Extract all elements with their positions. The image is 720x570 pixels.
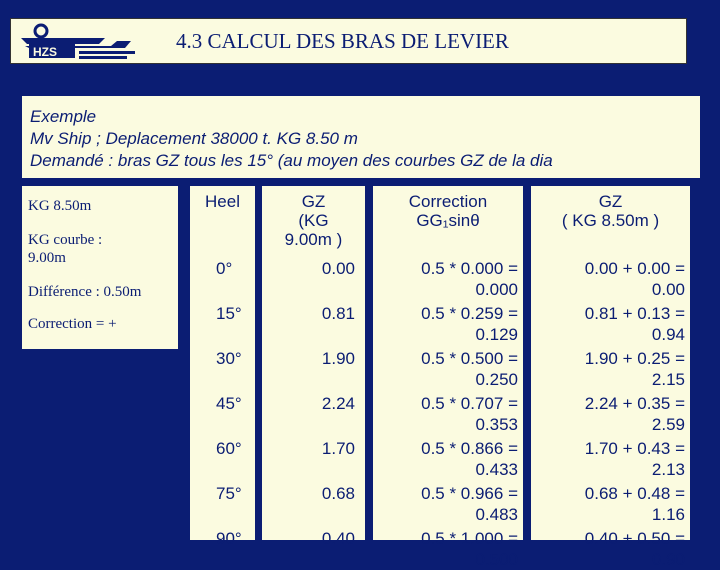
cell-corr_a: 0.5 * 0.866 = <box>421 439 518 458</box>
cell-corr_a: 0.5 * 0.707 = <box>421 394 518 413</box>
cell-gz: 1.70 <box>321 439 355 458</box>
cell-heel: 30° <box>216 349 242 368</box>
cell-heel: 75° <box>216 484 242 503</box>
cell-corr_b: 0.129 <box>475 325 518 344</box>
cell-res_a: 2.24 + 0.35 = <box>584 394 685 413</box>
header-gz-kg850-line-1: GZ <box>598 192 623 211</box>
cell-gz: 0.68 <box>321 484 355 503</box>
cell-corr_b: 0.433 <box>475 460 518 479</box>
cell-heel: 15° <box>216 304 242 323</box>
info-kg-courbe-label: KG courbe : <box>28 232 103 248</box>
cell-res_b: 2.15 <box>651 370 685 389</box>
cell-gz: 0.40 <box>321 529 355 548</box>
info-correction: Correction = + <box>28 316 117 332</box>
cell-heel: 60° <box>216 439 242 458</box>
cell-res_b: 1.16 <box>651 505 685 524</box>
cell-gz: 1.90 <box>321 349 355 368</box>
cell-corr_a: 0.5 * 0.966 = <box>421 484 518 503</box>
cell-corr_b: 0.353 <box>475 415 518 434</box>
example-line-3: Demandé : bras GZ tous les 15° (au moyen des courbes GZ de la dia <box>30 151 553 170</box>
gz-table <box>190 186 690 569</box>
hzs-logo <box>19 22 139 60</box>
header-correction <box>373 192 523 230</box>
info-kg: KG 8.50m <box>28 198 92 214</box>
example-line-1: Exemple <box>30 107 97 126</box>
example-box <box>22 96 700 178</box>
cell-res_b: 2.13 <box>651 460 685 479</box>
header-gz-line-3: 9.00m ) <box>284 230 343 249</box>
cell-corr_b: 0.500 <box>475 550 518 569</box>
page-title: 4.3 CALCUL DES BRAS DE LEVIER <box>176 29 509 53</box>
cell-res_b: 2.59 <box>651 415 685 434</box>
cell-res_b: 0.00 <box>651 280 685 299</box>
cell-res_a: 1.90 + 0.25 = <box>584 349 685 368</box>
cell-res_b: 0.90 <box>651 550 685 569</box>
cell-corr_a: 0.5 * 0.000 = <box>421 259 518 278</box>
cell-corr_a: 0.5 * 1.000 = <box>421 529 518 548</box>
header-gz-kg850-line-2: ( KG 8.50m ) <box>561 211 660 230</box>
header-gz <box>262 192 365 249</box>
cell-corr_a: 0.5 * 0.259 = <box>421 304 518 323</box>
cell-heel: 0° <box>216 259 233 278</box>
cell-corr_b: 0.250 <box>475 370 518 389</box>
cell-res_a: 1.70 + 0.43 = <box>584 439 685 458</box>
cell-corr_b: 0.483 <box>475 505 518 524</box>
header-gz-kg850 <box>531 192 690 230</box>
cell-heel: 45° <box>216 394 242 413</box>
header-heel: Heel <box>205 192 240 211</box>
cell-gz: 2.24 <box>321 394 355 413</box>
header-correction-line-1: Correction <box>408 192 488 211</box>
cell-res_a: 0.00 + 0.00 = <box>584 259 685 278</box>
cell-res_a: 0.40 + 0.50 = <box>584 529 685 548</box>
info-difference: Différence : 0.50m <box>28 284 142 300</box>
cell-corr_b: 0.000 <box>475 280 518 299</box>
cell-gz: 0.81 <box>321 304 355 323</box>
header-correction-line-2: GG₁sinθ <box>416 211 480 230</box>
cell-res_a: 0.68 + 0.48 = <box>584 484 685 503</box>
info-box <box>22 186 178 349</box>
info-kg-courbe-value: 9.00m <box>28 250 66 266</box>
header-bar <box>10 18 687 64</box>
cell-corr_a: 0.5 * 0.500 = <box>421 349 518 368</box>
logo-text: HZS <box>33 45 57 59</box>
cell-res_a: 0.81 + 0.13 = <box>584 304 685 323</box>
cell-heel: 90° <box>216 529 242 548</box>
cell-gz: 0.00 <box>321 259 355 278</box>
example-line-2: Mv Ship ; Deplacement 38000 t. KG 8.50 m <box>30 129 358 148</box>
header-gz-line-1: GZ <box>301 192 326 211</box>
header-gz-line-2: (KG <box>298 211 329 230</box>
cell-res_b: 0.94 <box>651 325 685 344</box>
